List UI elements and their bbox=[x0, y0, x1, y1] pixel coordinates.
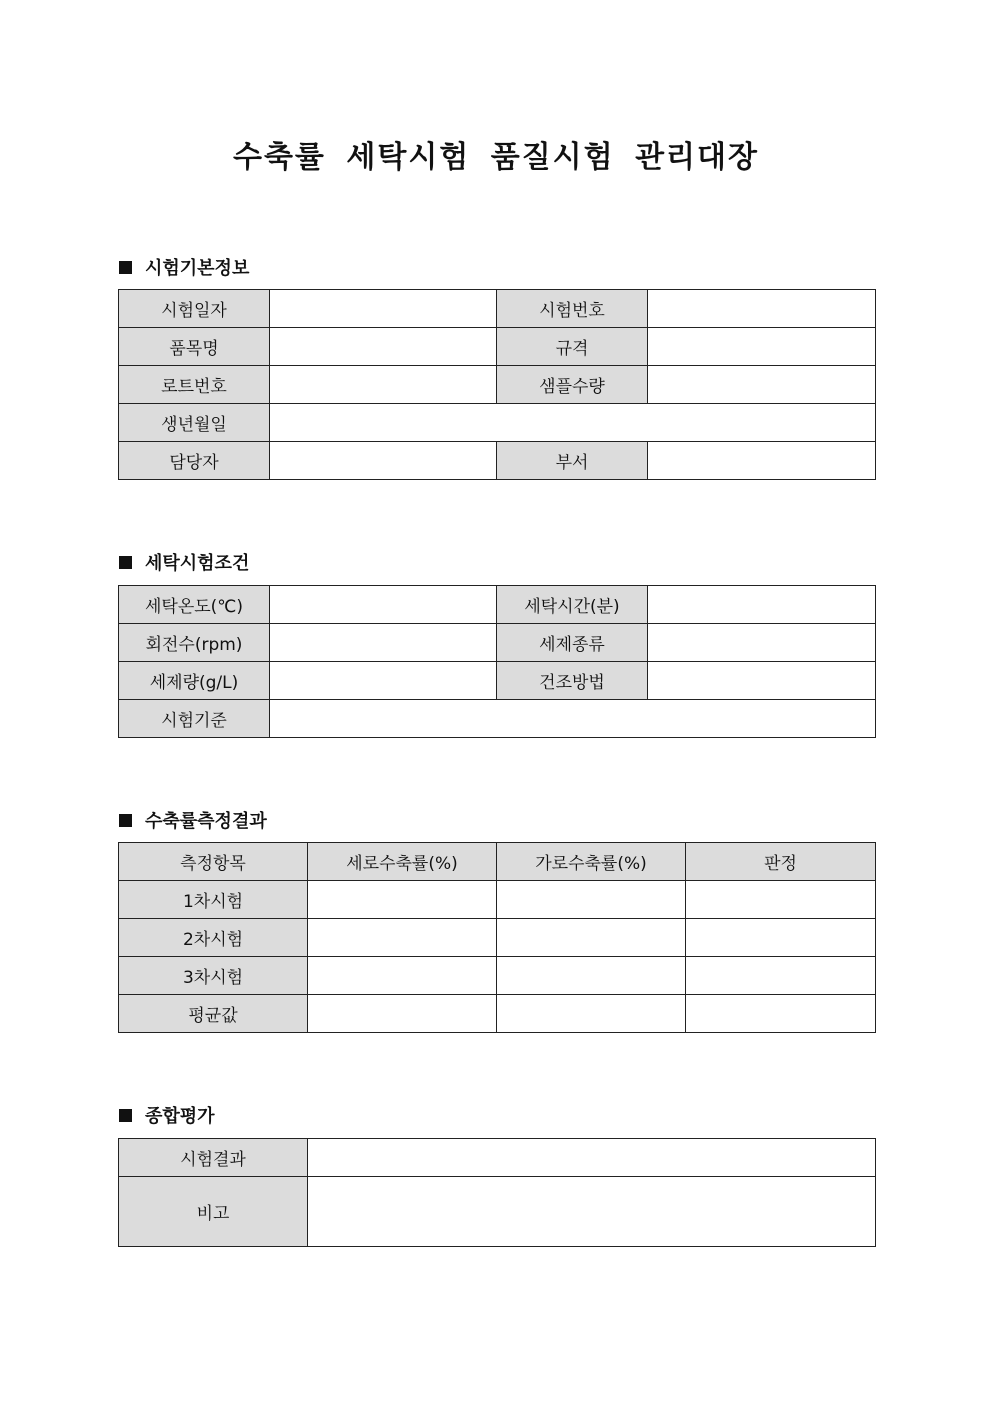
wash-temp-field[interactable] bbox=[270, 586, 497, 624]
square-bullet-icon bbox=[119, 814, 132, 827]
rpm-field[interactable] bbox=[270, 624, 497, 662]
dry-method-field[interactable] bbox=[648, 662, 876, 700]
label-spec: 규격 bbox=[497, 328, 648, 366]
manager-field[interactable] bbox=[270, 442, 497, 480]
judgement-cell[interactable] bbox=[686, 881, 876, 919]
row-label: 3차시험 bbox=[119, 957, 308, 995]
square-bullet-icon bbox=[119, 556, 132, 569]
row-label: 평균값 bbox=[119, 995, 308, 1033]
judgement-cell[interactable] bbox=[686, 919, 876, 957]
label-dept: 부서 bbox=[497, 442, 648, 480]
vertical-shrinkage-cell[interactable] bbox=[308, 957, 497, 995]
wash-time-field[interactable] bbox=[648, 586, 876, 624]
section-heading-results bbox=[119, 807, 267, 833]
lot-no-field[interactable] bbox=[270, 366, 497, 404]
vertical-shrinkage-cell[interactable] bbox=[308, 995, 497, 1033]
section-heading-label: 수축률측정결과 bbox=[145, 811, 267, 832]
remarks-field[interactable] bbox=[308, 1177, 876, 1247]
section-heading-basic bbox=[119, 254, 249, 280]
header-vertical-shrinkage: 세로수축률(%) bbox=[308, 843, 497, 881]
detergent-type-field[interactable] bbox=[648, 624, 876, 662]
detergent-amount-field[interactable] bbox=[270, 662, 497, 700]
label-wash-temp: 세탁온도(℃) bbox=[119, 586, 270, 624]
spec-field[interactable] bbox=[648, 328, 876, 366]
label-wash-time: 세탁시간(분) bbox=[497, 586, 648, 624]
label-remarks: 비고 bbox=[119, 1177, 308, 1247]
sample-qty-field[interactable] bbox=[648, 366, 876, 404]
label-test-date: 시험일자 bbox=[119, 290, 270, 328]
horizontal-shrinkage-cell[interactable] bbox=[497, 881, 686, 919]
shrinkage-results-table bbox=[118, 842, 876, 1033]
test-no-field[interactable] bbox=[648, 290, 876, 328]
item-name-field[interactable] bbox=[270, 328, 497, 366]
vertical-shrinkage-cell[interactable] bbox=[308, 881, 497, 919]
birth-date-field[interactable] bbox=[270, 404, 876, 442]
header-judgement: 판정 bbox=[686, 843, 876, 881]
label-birth-date: 생년월일 bbox=[119, 404, 270, 442]
label-sample-qty: 샘플수량 bbox=[497, 366, 648, 404]
dept-field[interactable] bbox=[648, 442, 876, 480]
horizontal-shrinkage-cell[interactable] bbox=[497, 995, 686, 1033]
section-heading-label: 세탁시험조건 bbox=[145, 553, 250, 574]
section-heading-label: 종합평가 bbox=[145, 1106, 215, 1127]
label-standard: 시험기준 bbox=[119, 700, 270, 738]
test-date-field[interactable] bbox=[270, 290, 497, 328]
section-heading-conditions bbox=[119, 549, 249, 575]
table-row bbox=[119, 881, 876, 919]
label-item-name: 품목명 bbox=[119, 328, 270, 366]
header-item: 측정항목 bbox=[119, 843, 308, 881]
table-row bbox=[119, 919, 876, 957]
test-result-field[interactable] bbox=[308, 1139, 876, 1177]
basic-info-table bbox=[118, 289, 876, 480]
table-row bbox=[119, 995, 876, 1033]
label-lot-no: 로트번호 bbox=[119, 366, 270, 404]
standard-field[interactable] bbox=[270, 700, 876, 738]
square-bullet-icon bbox=[119, 1109, 132, 1122]
label-dry-method: 건조방법 bbox=[497, 662, 648, 700]
label-manager: 담당자 bbox=[119, 442, 270, 480]
summary-table bbox=[118, 1138, 876, 1247]
row-label: 2차시험 bbox=[119, 919, 308, 957]
judgement-cell[interactable] bbox=[686, 995, 876, 1033]
horizontal-shrinkage-cell[interactable] bbox=[497, 919, 686, 957]
header-horizontal-shrinkage: 가로수축률(%) bbox=[497, 843, 686, 881]
section-heading-summary bbox=[119, 1102, 215, 1128]
label-test-result: 시험결과 bbox=[119, 1139, 308, 1177]
label-detergent-type: 세제종류 bbox=[497, 624, 648, 662]
page-title: 수축률 세탁시험 품질시험 관리대장 bbox=[232, 140, 760, 175]
table-row bbox=[119, 957, 876, 995]
row-label: 1차시험 bbox=[119, 881, 308, 919]
square-bullet-icon bbox=[119, 261, 132, 274]
judgement-cell[interactable] bbox=[686, 957, 876, 995]
label-rpm: 회전수(rpm) bbox=[119, 624, 270, 662]
label-detergent-amount: 세제량(g/L) bbox=[119, 662, 270, 700]
section-heading-label: 시험기본정보 bbox=[145, 258, 250, 279]
label-test-no: 시험번호 bbox=[497, 290, 648, 328]
wash-conditions-table bbox=[118, 585, 876, 738]
vertical-shrinkage-cell[interactable] bbox=[308, 919, 497, 957]
horizontal-shrinkage-cell[interactable] bbox=[497, 957, 686, 995]
